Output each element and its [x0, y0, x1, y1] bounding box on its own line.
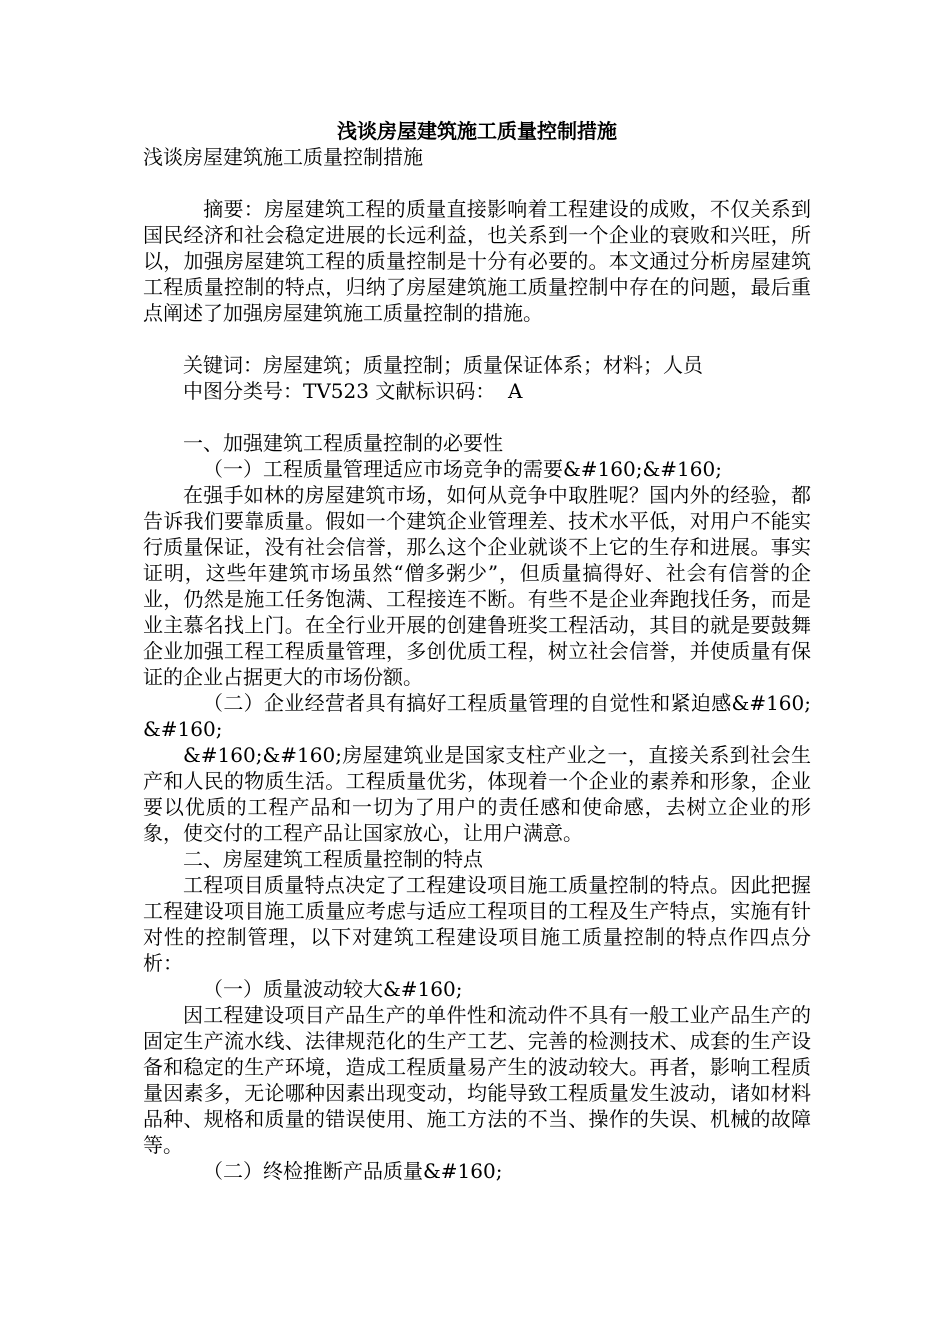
subsection-heading: （一）工程质量管理适应市场竞争的需要&#160;&#160; [203, 457, 722, 481]
spacer [143, 326, 811, 352]
document-title: 浅谈房屋建筑施工质量控制措施 [337, 119, 617, 143]
subsection-heading: （一）质量波动较大&#160; [203, 977, 463, 1001]
body-paragraph: 因工程建设项目产品生产的单件性和流动件不具有一般工业产品生产的固定生产流水线、法律规范化的生产工艺、完善的检测技术、成套的生产设备和稳定的生产环境，造成工程质量易产生的波动较大。再者，影响工程质量因素多，无论哪种因素出现变动，均能导致工程质量发生波动，诸如材料品种、规格和质量的错误使用、施工方法的不当、操作的失误、机械的故障等。 [143, 1003, 811, 1157]
document-page [143, 118, 811, 1184]
body-paragraph: 在强手如林的房屋建筑市场，如何从竞争中取胜呢？国内外的经验，都告诉我们要靠质量。假如一个建筑企业管理差、技术水平低，对用户不能实行质量保证，没有社会信誉，那么这个企业就谈不上它的生存和进展。事实证明，这些年建筑市场虽然“僧多粥少”，但质量搞得好、社会有信誉的企业，仍然是施工任务饱满、工程接连不断。有些不是企业奔跑找任务，而是业主慕名找上门。在全行业开展的创建鲁班奖工程活动，其目的就是要鼓舞企业加强工程工程质量管理，多创优质工程，树立社会信誉，并使质量有保证的企业占据更大的市场份额。 [143, 483, 811, 689]
document-subtitle: 浅谈房屋建筑施工质量控制措施 [143, 145, 423, 169]
subsection-heading: （二）企业经营者具有搞好工程质量管理的自觉性和紧迫感&#160;&#160; [143, 691, 811, 741]
classification-line: 中图分类号：TV523 文献标识码： A [183, 379, 523, 403]
abstract-paragraph: 摘要：房屋建筑工程的质量直接影响着工程建设的成败，不仅关系到国民经济和社会稳定进展的长远利益，也关系到一个企业的衰败和兴旺，所以，加强房屋建筑工程的质量控制是十分有必要的。本文通过分析房屋建筑工程质量控制的特点，归纳了房屋建筑施工质量控制中存在的问题，最后重点阐述了加强房屋建筑施工质量控制的措施。 [143, 197, 811, 325]
section-heading: 二、房屋建筑工程质量控制的特点 [183, 847, 483, 871]
subsection-heading: （二）终检推断产品质量&#160; [203, 1159, 503, 1183]
body-paragraph: &#160;&#160;房屋建筑业是国家支柱产业之一，直接关系到社会生产和人民的物质生活。工程质量优劣，体现着一个企业的素养和形象，企业要以优质的工程产品和一切为了用户的责任感和使命感，去树立企业的形象，使交付的工程产品让国家放心，让用户满意。 [143, 743, 811, 845]
keywords-line: 关键词：房屋建筑；质量控制；质量保证体系；材料；人员 [183, 353, 703, 377]
body-paragraph: 工程项目质量特点决定了工程建设项目施工质量控制的特点。因此把握工程建设项目施工质量应考虑与适应工程项目的工程及生产特点，实施有针对性的控制管理，以下对建筑工程建设项目施工质量控制的特点作四点分析： [143, 873, 811, 975]
section-heading: 一、加强建筑工程质量控制的必要性 [183, 431, 503, 455]
spacer [143, 404, 811, 430]
spacer [143, 170, 811, 196]
